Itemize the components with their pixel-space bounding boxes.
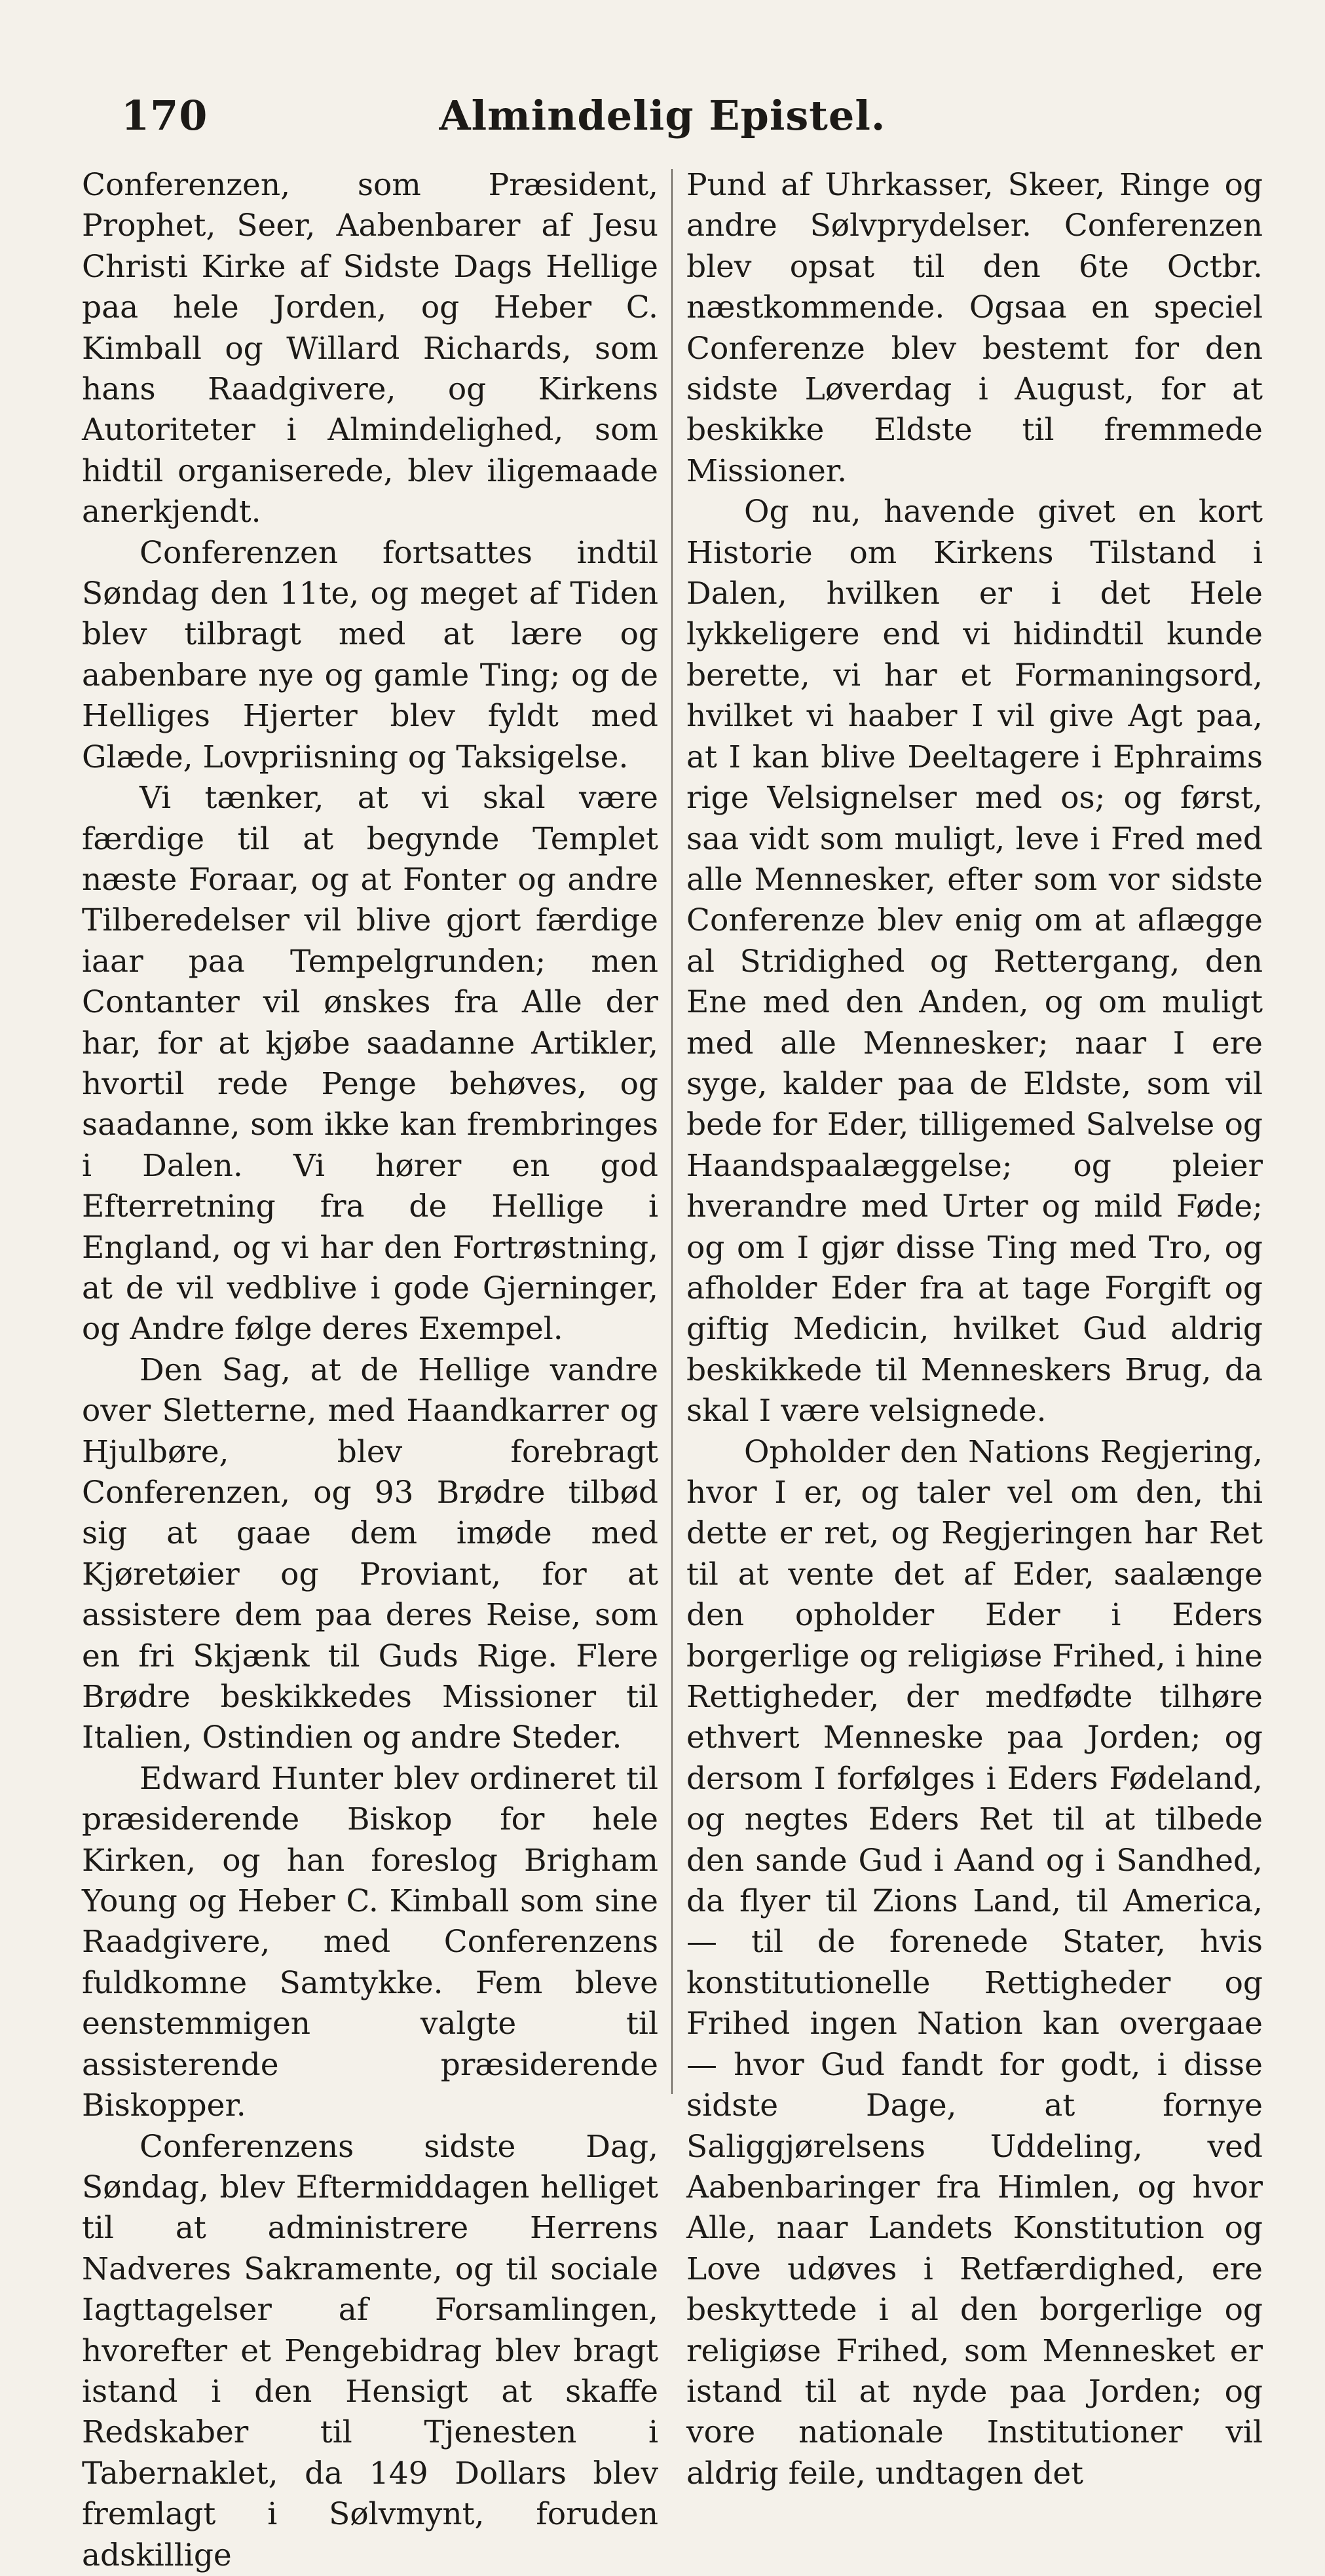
running-title: Almindelig Epistel. [439, 92, 886, 139]
paragraph: Conferenzens sidste Dag, Søndag, blev Eftermiddagen helliget til at administrere Herrens Nadveres Sakramente, og til sociale Iagttagelser af Forsamlingen, hvorefter et Pengebidrag blev bragt istand i den Hensigt at skaffe Redskaber til Tjenesten i Tabernaklet, da 149 Dollars blev fremlagt i Sølvmynt, foruden adskillige [82, 2128, 658, 2573]
left-column [82, 165, 658, 2576]
paragraph: Conferenzen, som Præsident, Prophet, Seer, Aabenbarer af Jesu Christi Kirke af Sidste Dags Hellige paa hele Jorden, og Heber C. Kimball og Willard Richards, som hans Raadgivere, og Kirkens Autoriteter i Almindelighed, som hidtil organiserede, blev iligemaade anerkjendt. [82, 167, 658, 530]
paragraph: Edward Hunter blev ordineret til præsiderende Biskop for hele Kirken, og han foreslog Brigham Young og Heber C. Kimball som sine Raadgivere, med Conferenzens fuldkomne Samtykke. Fem bleve eenstemmigen valgte til assisterende præsiderende Biskopper. [82, 1760, 658, 2124]
paragraph: Opholder den Nations Regjering, hvor I er, og taler vel om den, thi dette er ret, og Regjeringen har Ret til at vente det af Eder, saalænge den opholder Eder i Eders borgerlige og religiøse Frihed, i hine Rettigheder, der medfødte tilhøre ethvert Menneske paa Jorden; og dersom I forfølges i Eders Fødeland, og negtes Eders Ret til at tilbede den sande Gud i Aand og i Sandhed, da flyer til Zions Land, til America, — til de forenede Stater, hvis konstitutionelle Rettigheder og Frihed ingen Nation kan overgaae — hvor Gud fandt for godt, i disse sidste Dage, at fornye Saliggjørelsens Uddeling, ved Aabenbaringer fra Himlen, og hvor Alle, naar Landets Konstitution og Love udøves i Retfærdighed, ere beskyttede i al den borgerlige og religiøse Frihed, som Mennesket er istand til at nyde paa Jorden; og vore nationale Institutioner vil aldrig feile, undtagen det [686, 1433, 1263, 2492]
paragraph: Pund af Uhrkasser, Skeer, Ringe og andre Sølvprydelser. Conferenzen blev opsat til den 6te Octbr. næstkommende. Ogsaa en speciel Conferenze blev bestemt for den sidste Løverdag i August, for at beskikke Eldste til fremmede Missioner. [686, 167, 1263, 489]
page-number: 170 [121, 92, 208, 139]
column-divider [671, 169, 673, 2094]
paragraph: Og nu, havende givet en kort Historie om Kirkens Tilstand i Dalen, hvilken er i det Hele lykkeligere end vi hidindtil kunde berette, vi har et Formaningsord, hvilket vi haaber I vil give Agt paa, at I kan blive Deeltagere i Ephraims rige Velsignelser med os; og først, saa vidt som muligt, leve i Fred med alle Mennesker, efter som vor sidste Conferenze blev enig om at aflægge al Stridighed og Rettergang, den Ene med den Anden, og om muligt med alle Mennesker; naar I ere syge, kalder paa de Eldste, som vil bede for Eder, tilligemed Salvelse og Haandspaalæggelse; og pleier hverandre med Urter og mild Føde; og om I gjør disse Ting med Tro, og afholder Eder fra at tage Forgift og giftig Medicin, hvilket Gud aldrig beskikkede til Menneskers Brug, da skal I være velsignede. [686, 494, 1263, 1429]
paragraph: Conferenzen fortsattes indtil Søndag den 11te, og meget af Tiden blev tilbragt med at lære og aabenbare nye og gamle Ting; og de Helliges Hjerter blev fyldt med Glæde, Lovpriisning og Taksigelse. [82, 534, 658, 775]
paragraph: Vi tænker, at vi skal være færdige til at begynde Templet næste Foraar, og at Fonter og andre Tilberedelser vil blive gjort færdige iaar paa Tempelgrunden; men Contanter vil ønskes fra Alle der har, for at kjøbe saadanne Artikler, hvortil rede Penge behøves, og saadanne, som ikke kan frembringes i Dalen. Vi hører en god Efterretning fra de Hellige i England, og vi har den Fortrøstning, at de vil vedblive i gode Gjerninger, og Andre følge deres Exempel. [82, 780, 658, 1348]
right-column [686, 165, 1263, 2494]
paragraph: Den Sag, at de Hellige vandre over Sletterne, med Haandkarrer og Hjulbøre, blev forebragt Conferenzen, og 93 Brødre tilbød sig at gaae dem imøde med Kjøretøier og Proviant, for at assistere dem paa deres Reise, som en fri Skjænk til Guds Rige. Flere Brødre beskikkedes Missioner til Italien, Ostindien og andre Steder. [82, 1352, 658, 1756]
